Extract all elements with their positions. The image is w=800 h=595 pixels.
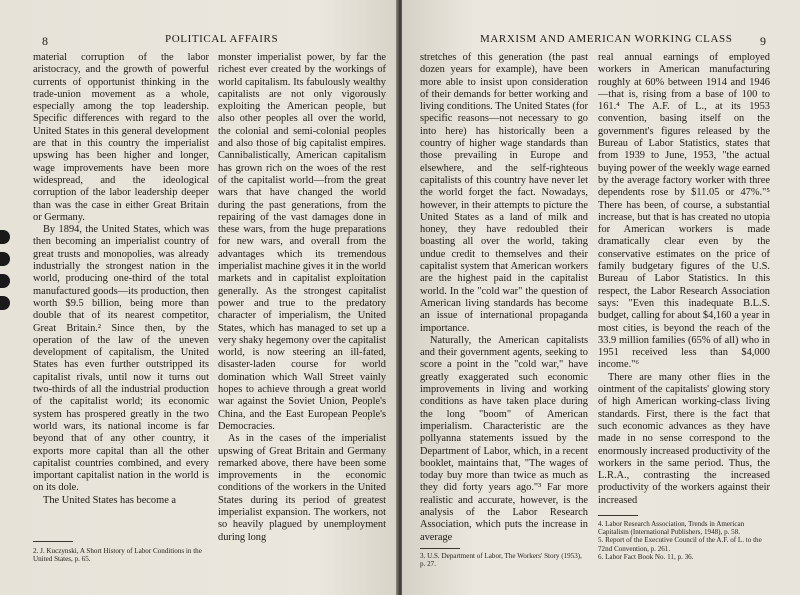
paragraph: monster imperialist power, by far the richest ever created by the workings of world capitalism. Its fabulously wealthy capitalists are not only vigorously exploiting the American people, but also other peoples all over the world, the colonial and semi-colonial peoples and also those of big capitalist empires. Cannibalistically, American capitalism has grown rich on the woes of the rest of the capitalist world—from the great wars that have changed the world during the past generations, from the repairing of the vast damages done in these wars, from the huge preparations for new wars, and overall from the advantages which its tremendous imperialist machine gives it in the world markets and in capitalist exploitation generally. As the strongest capitalist power and true to the predatory character of imperialism, the United States, which has managed to set up a very shaky hegemony over the capitalist world, is now steering an ill-fated, disaster-laden course for world domination which Wall Street vainly hopes to achieve through a great world war against the Soviet Union, People's China, and the East European People's Democracies. [218,52,386,432]
footnotes [598,520,770,561]
right-page [402,0,800,595]
paragraph: stretches of this generation (the past dozen years for example), have been more able to insist upon consideration of their demands for better working and living conditions. The United States (for specific reasons—not necessary to go into here) has historically been a country of higher wage standards than those prevailing in Europe and elsewhere, and the self-righteous capitalists of this country have never let the world forget the fact. Nowadays, however, in their attempts to picture the United States as a land of milk and honey, they have redoubled their boasting all over the world, taking undue credit to themselves and their capitalist system that American workers are the highest paid in the capitalist world. In the "cold war" the question of American living standards has become an issue of international propaganda importance. [420,52,588,334]
page-number: 9 [760,34,766,48]
left-page [0,0,398,595]
footnote: 5. Report of the Executive Council of the A.F. of L. to the 72nd Convention, p. 261. [598,536,762,553]
right-column-1 [420,52,588,544]
paragraph: As in the cases of the imperialist upswing of Great Britain and Germany remarked above, there have been some improvements in the economic conditions of the workers in the United States during its period of greatest imperialist expansion. The workers, not so heavily plagued by unemployment during long [218,433,386,543]
paragraph: The United States has become a [43,494,177,506]
footnote-rule [33,541,73,542]
running-head: MARXISM AND AMERICAN WORKING CLASS [480,33,733,45]
page-number: 8 [42,34,48,48]
binding-holes [0,230,10,310]
footnote-rule [420,548,460,549]
footnotes [420,552,588,568]
left-column-2 [218,52,386,544]
paragraph: There are many other flies in the ointment of the capitalists' glowing story of high American working-class living standards. First, there is the fact that such economic advances as they have made in no sense correspond to the enormously increased productivity of the workers in the same period. Thus, the L.R.A., contrasting the increased productivity of the workers against their increased [598,371,770,506]
footnotes [33,547,209,563]
footnote: 2. J. Kuczynski, A Short History of Labor Conditions in the United States, p. 65. [33,547,202,564]
paragraph: By 1894, the United States, which was then becoming an imperialist country of great trusts and monopolies, was already industrially the strongest nation in the world, producing one-third of the total manufactured goods—its production, then worth $9.5 billion, being more than double that of its nearest competitor, Great Britain.² Since then, by the operation of the law of the uneven development of capitalism, the United States has even further outstripped its capitalist rivals, until now it turns out two-thirds of all the industrial production of the capitalist world; its economic system has prospered greatly in the two world wars, its national income is far beyond that of any other country, it exports more capital than all the other capitalist countries combined, and every important capitalist nation in the world is on its dole. [33,224,209,494]
right-column-2 [598,52,770,507]
footnote: 6. Labor Fact Book No. 11, p. 36. [598,552,694,561]
paragraph: material corruption of the labor aristocracy, and the growth of powerful currents of opportunist thinking in the trade-union movement as a whole, especially among the top leadership. Specific differences with regard to the United States in this general development are that in this country the imperialist upswing has been higher and longer, wage improvements have been more widespread, and the ideological corruption of the labor leadership deeper than was the case in either Great Britain or Germany. [33,52,209,223]
paragraph: Naturally, the American capitalists and their government agents, seeking to score a point in the "cold war," have greatly exaggerated such economic improvements in living and working conditions as have taken place during the long "boom" of American imperialism. Characteristic are the pollyanna statements issued by the Department of Labor, which, in a recent booklet, maintains that, "The wages of today buy more than twice as much as they did forty years ago."³ Far more realistic and accurate, however, is the analysis of the Labor Research Association, which puts the increase in average [420,334,588,543]
left-column-1 [33,52,209,507]
footnote-rule [598,515,638,516]
footnote: 3. U.S. Department of Labor, The Workers' Story (1953), p. 27. [420,552,582,569]
paragraph: real annual earnings of employed workers in American manufacturing roughly at 60% between 1914 and 1946—that is, rising from a base of 100 to 161.⁴ The A.F. of L., at its 1953 convention, basing itself on the government's figures released by the Bureau of Labor Statistics, states that from 1939 to June, 1953, "the actual buying power of the weekly wage earned by the average factory worker with three dependents rose by $11.05 or 47%."⁵ There has been, of course, a substantial increase, but that is has created no utopia for American workers is made dramatically clear even by the conservative estimates on the price of family budgetary figures of the U.S. Bureau of Labor Statistics. In this respect, the Labor Research Association says: "Even this inadequate B.L.S. budget, calling for about $4,160 a year in most cities, is beyond the reach of the 33.9 million families (65% of all) who in 1951 received less than $4,000 income."⁶ [598,52,770,371]
footnote: 4. Labor Research Association, Trends in American Capitalism (International Publishers, 1948), p. 58. [598,520,745,537]
running-head: POLITICAL AFFAIRS [165,33,279,45]
